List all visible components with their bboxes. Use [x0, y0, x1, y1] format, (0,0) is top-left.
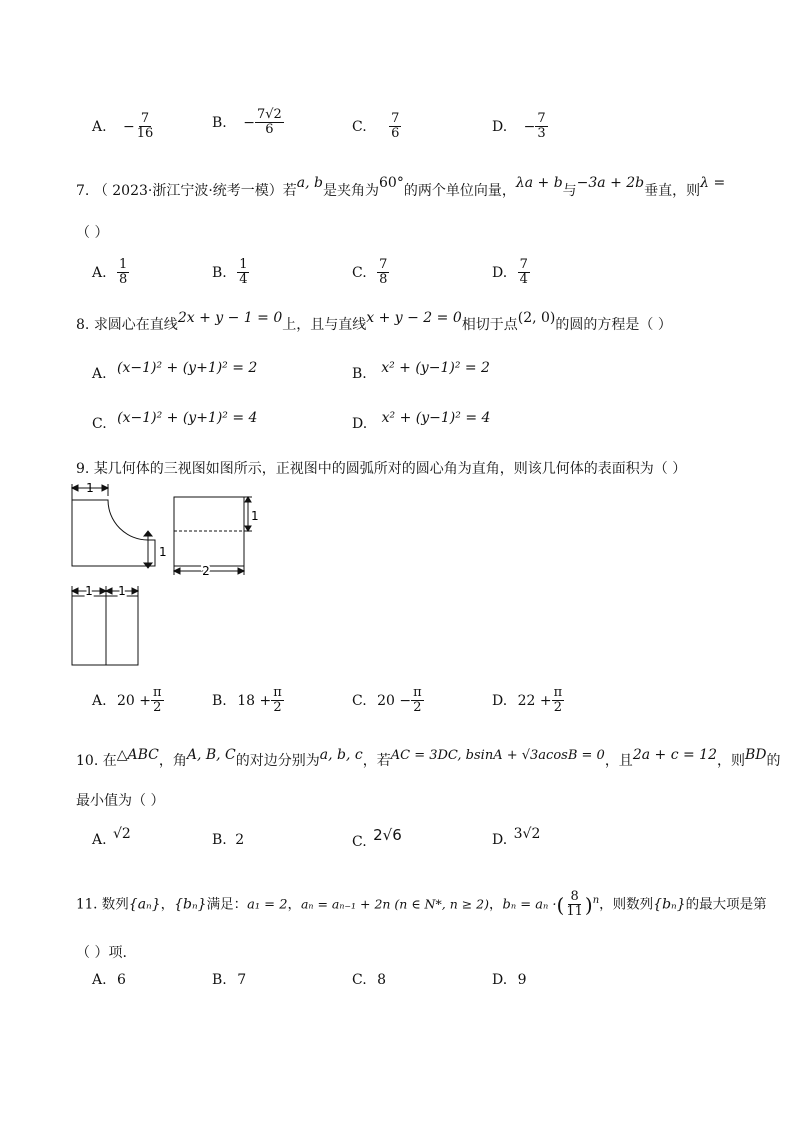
option-value: 6 — [117, 972, 126, 988]
q7-option-a[interactable] — [92, 258, 129, 288]
stem-text: ， — [489, 896, 503, 913]
math-lead: 18 + — [237, 692, 272, 709]
stem-text: 在 — [102, 753, 117, 769]
denominator: 2 — [553, 700, 563, 716]
q11-option-d[interactable] — [492, 972, 527, 988]
three-view-figure — [60, 478, 270, 673]
numerator: 7 — [391, 111, 400, 126]
option-value: 8 — [377, 972, 387, 988]
q9-option-d[interactable] — [492, 686, 564, 716]
fraction — [135, 112, 156, 142]
q8-stem — [76, 310, 672, 334]
stem-text: 的最大项是第 — [685, 896, 767, 913]
option-label: D. — [492, 264, 508, 281]
option-label: D. — [492, 118, 508, 135]
q8-option-a[interactable] — [92, 360, 258, 382]
option-label: C. — [352, 118, 367, 135]
q6-option-c[interactable] — [352, 112, 401, 142]
math-lambda: λ = — [700, 175, 726, 191]
math-line: x + y − 2 = 0 — [366, 310, 462, 326]
math-exponent: n — [592, 894, 600, 906]
math-lead: 20 + — [117, 692, 152, 709]
fraction — [237, 258, 249, 288]
denominator: 4 — [239, 272, 248, 288]
denominator: 8 — [119, 272, 128, 288]
front-view — [72, 484, 155, 568]
denominator: 16 — [136, 126, 154, 142]
stem-text: ，则数列 — [599, 896, 654, 913]
stem-text: 数列 — [101, 896, 129, 913]
question-number: 10. — [76, 753, 99, 769]
option-label: B. — [212, 832, 227, 848]
stem-continuation: 最小值为（ ） — [76, 793, 165, 809]
top-view — [72, 586, 138, 665]
answer-blank: （ ） — [76, 225, 109, 241]
math-seq: {bₙ} — [653, 896, 686, 913]
denominator: 11 — [566, 904, 583, 920]
math-expr: λa + b — [515, 175, 563, 191]
option-label: A. — [92, 366, 107, 382]
answer-blank: （ ）项. — [76, 945, 127, 961]
numerator: π — [273, 685, 282, 700]
option-label: A. — [92, 118, 107, 135]
stem-text: 求圆心在直线 — [93, 317, 178, 333]
numerator: 7 — [140, 111, 150, 126]
numerator: 7 — [537, 111, 546, 126]
stem-text: ， — [160, 896, 175, 913]
math-condition: 2a + c = 12 — [632, 747, 717, 763]
math-expr: −3a + 2b — [576, 175, 645, 191]
math-recurrence: aₙ = aₙ₋₁ + 2n (n ∈ N*, n ≥ 2) — [300, 896, 489, 912]
math-lead: 22 + — [517, 692, 552, 709]
option-label: A. — [92, 264, 107, 281]
stem-text: 与 — [562, 183, 577, 199]
dim-label: 1 — [118, 584, 126, 598]
math-equation: (x−1)² + (y+1)² = 4 — [117, 410, 258, 426]
q9-option-a[interactable] — [92, 686, 164, 716]
option-label: D. — [492, 692, 508, 709]
option-label: A. — [92, 692, 107, 709]
question-number: 8. — [76, 317, 90, 333]
q11-option-b[interactable] — [212, 972, 246, 988]
option-label: B. — [212, 264, 227, 281]
q11-option-c[interactable] — [352, 972, 386, 988]
stem-text: 的 — [766, 753, 781, 769]
minus-sign: − — [523, 118, 536, 135]
numerator: 1 — [239, 257, 248, 272]
math-seq: {aₙ} — [128, 896, 161, 913]
stem-text: 是夹角为 — [323, 183, 380, 199]
fraction — [151, 686, 164, 716]
stem-text: 相切于点 — [461, 317, 518, 333]
math-triangle: △ABC — [116, 747, 159, 763]
option-label: C. — [352, 834, 367, 850]
math-equation: (x−1)² + (y+1)² = 2 — [117, 360, 258, 376]
denominator: 3 — [537, 126, 546, 142]
option-value: 9 — [517, 972, 527, 988]
math-value: √2 — [113, 826, 131, 842]
denominator: 6 — [391, 126, 400, 142]
q9-option-c[interactable] — [352, 686, 424, 716]
dim-label: 1 — [159, 545, 167, 559]
numerator: 1 — [119, 257, 128, 272]
q6-option-a[interactable] — [92, 112, 155, 142]
q8-option-d[interactable] — [352, 410, 491, 432]
minus-sign: − — [243, 114, 255, 131]
option-label: C. — [352, 264, 367, 281]
q7-option-b[interactable] — [212, 258, 249, 288]
option-label: A. — [92, 832, 107, 848]
q10-option-c[interactable] — [352, 826, 402, 850]
option-label: D. — [492, 832, 508, 848]
stem-text: ，且 — [604, 753, 633, 769]
option-label: C. — [352, 692, 367, 709]
side-view — [174, 497, 252, 575]
stem-text: 的两个单位向量， — [403, 183, 516, 199]
dim-label: 2 — [202, 564, 210, 578]
question-source: （ 2023·浙江宁波·统考一模） — [93, 183, 283, 199]
math-seq: {bₙ} — [174, 896, 207, 913]
q9-option-b[interactable] — [212, 686, 284, 716]
denominator: 4 — [519, 272, 528, 288]
math-value: 3√2 — [513, 826, 541, 842]
stem-text: 满足： — [206, 896, 248, 913]
math-angle: 60° — [379, 175, 404, 191]
fraction — [518, 258, 530, 288]
stem-text: ，则 — [716, 753, 745, 769]
math-vars: a, b — [296, 175, 324, 191]
math-value: 2√6 — [373, 826, 402, 844]
question-number: 9. — [76, 461, 90, 477]
math-bn: bₙ = aₙ · — [502, 897, 557, 913]
q11-stem: 11. 数列{aₙ}，{bₙ}满足：a₁ = 2，aₙ = aₙ₋₁ + 2n (n ∈ N*, n ≥ 2)，bₙ = aₙ ·( $\frac{8}{11}$ )$^n$，则数列{bₙ}的最大项是第 — [76, 889, 767, 920]
option-label: B. — [212, 692, 227, 709]
minus-sign: − — [123, 118, 135, 135]
numerator: 7 — [379, 257, 388, 272]
denominator: 2 — [273, 700, 282, 716]
math-point: (2, 0) — [517, 310, 556, 326]
stem-text: 上，且与直线 — [282, 317, 367, 333]
math-initial: a₁ = 2 — [247, 897, 288, 913]
question-number: 7. — [76, 183, 90, 199]
q11-option-a[interactable] — [92, 972, 126, 988]
stem-text: ，若 — [362, 753, 391, 769]
q10-option-b[interactable] — [212, 832, 244, 848]
option-label: A. — [92, 972, 107, 988]
math-line: 2x + y − 1 = 0 — [177, 310, 283, 326]
math-segment: BD — [744, 747, 767, 763]
math-angles: A, B, C — [186, 747, 236, 763]
dim-label: 1 — [85, 584, 93, 598]
math-condition: AC = 3DC, bsinA + √3acosB = 0 — [390, 748, 605, 763]
math-sides: a, b, c — [319, 747, 363, 763]
dim-label: 1 — [86, 481, 94, 495]
q10-option-a[interactable] — [92, 826, 131, 848]
option-label: C. — [352, 972, 367, 988]
q9-stem — [76, 458, 686, 478]
fraction — [389, 112, 401, 142]
question-number: 11. — [76, 896, 98, 913]
stem-text: 某几何体的三视图如图所示，正视图中的圆弧所对的圆心角为直角，则该几何体的表面积为（ ） — [93, 461, 687, 477]
math-equation: x² + (y−1)² = 4 — [381, 410, 491, 426]
q7-stem — [76, 175, 726, 200]
math-equation: x² + (y−1)² = 2 — [381, 360, 490, 376]
math-lead: 20 − — [377, 692, 412, 709]
fraction — [255, 108, 284, 138]
denominator: 2 — [413, 700, 422, 716]
fraction — [535, 112, 547, 142]
denominator: 8 — [379, 272, 388, 288]
stem-text: 若 — [282, 183, 297, 199]
fraction — [377, 258, 389, 288]
numerator: 7√2 — [256, 107, 282, 122]
option-label: D. — [492, 972, 508, 988]
q7-option-c[interactable] — [352, 258, 389, 288]
q7-option-d[interactable] — [492, 258, 530, 288]
option-value: 7 — [237, 972, 247, 988]
stem-text: 垂直，则 — [644, 183, 701, 199]
q8-option-c[interactable] — [92, 410, 258, 432]
stem-text: 的圆的方程是（ ） — [555, 317, 672, 333]
numerator: π — [413, 685, 422, 700]
option-label: C. — [92, 416, 107, 432]
fraction — [271, 686, 284, 716]
q6-option-b[interactable] — [212, 108, 284, 138]
q10-option-d[interactable] — [492, 826, 541, 848]
stem-text: ，角 — [158, 753, 187, 769]
q10-stem — [76, 747, 781, 770]
option-label: D. — [352, 416, 368, 432]
option-label: B. — [212, 114, 227, 131]
fraction — [411, 686, 424, 716]
fraction — [564, 890, 585, 920]
dim-label: 1 — [251, 509, 259, 523]
fraction — [552, 686, 565, 716]
denominator: 2 — [153, 700, 162, 716]
numerator: 8 — [570, 889, 579, 904]
q6-option-d[interactable] — [492, 112, 548, 142]
option-label: B. — [212, 972, 227, 988]
numerator: 7 — [519, 257, 528, 272]
numerator: π — [553, 685, 563, 700]
stem-text: 的对边分别为 — [235, 753, 320, 769]
math-value: 2 — [235, 832, 245, 848]
q8-option-b[interactable] — [352, 360, 490, 382]
denominator: 6 — [265, 122, 274, 138]
numerator: π — [153, 685, 162, 700]
stem-text: ， — [287, 896, 301, 913]
fraction — [117, 258, 129, 288]
option-label: B. — [352, 366, 367, 382]
